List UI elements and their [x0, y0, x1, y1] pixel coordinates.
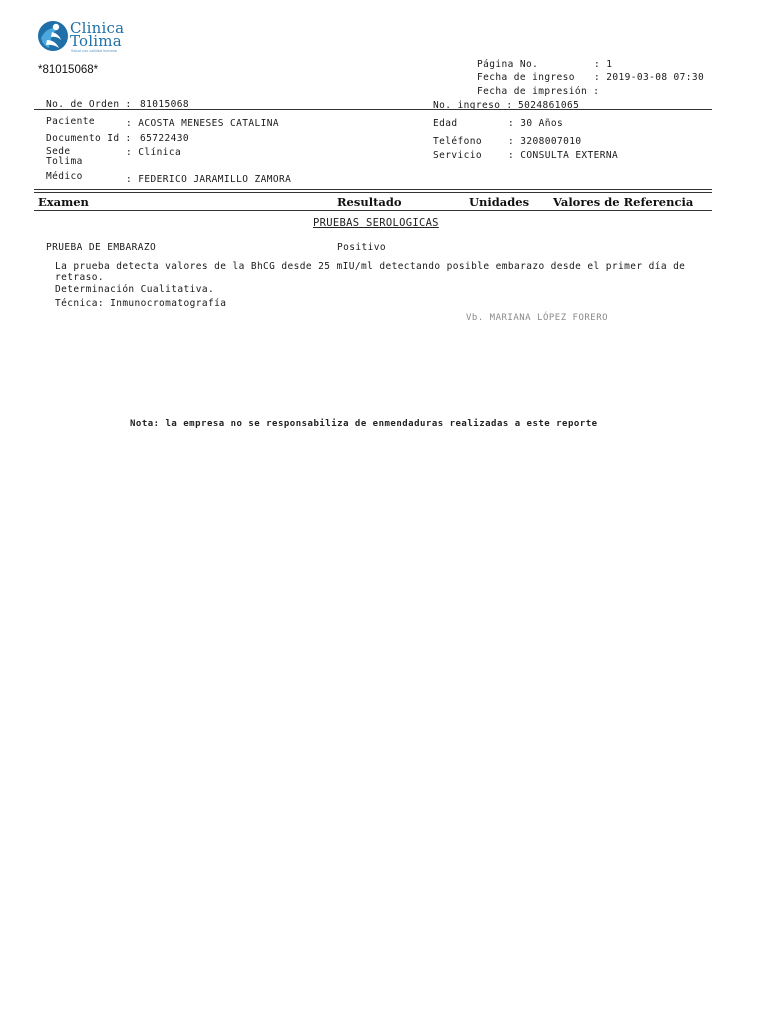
logo-tagline: Salud con calidad humana — [71, 49, 118, 53]
paciente-label: Paciente — [46, 116, 95, 127]
disclaimer-note: Nota: la empresa no se responsabiliza de enmendaduras realizadas a este reporte — [130, 419, 598, 429]
medico-label: Médico — [46, 171, 83, 182]
header-examen: Examen — [38, 195, 89, 209]
test-technique: Técnica: Inmunocromatografía — [55, 298, 227, 309]
table-top-line-1 — [34, 189, 712, 190]
header-referencia: Valores de Referencia — [553, 195, 694, 209]
table-header-bottom-line — [34, 210, 712, 211]
edad-value: : 30 Años — [508, 118, 564, 129]
orden-value: 81015068 — [140, 99, 189, 110]
section-title: PRUEBAS SEROLOGICAS — [313, 217, 439, 229]
paciente-value: : ACOSTA MENESES CATALINA — [126, 118, 279, 129]
medico-value: : FEDERICO JARAMILLO ZAMORA — [126, 174, 292, 185]
pagina-label: Página No. — [477, 59, 539, 70]
pagina-value: : 1 — [594, 59, 613, 70]
telefono-value: : 3208007010 — [508, 136, 582, 147]
logo-text-line2: Tolima — [70, 32, 122, 50]
sede-value: : Clínica — [126, 147, 182, 158]
clinic-logo — [37, 16, 127, 56]
ingreso-value: 5024861065 — [518, 100, 580, 111]
barcode-text: *81015068* — [38, 64, 99, 76]
test-name: PRUEBA DE EMBARAZO — [46, 242, 157, 253]
documento-value: 65722430 — [140, 133, 189, 144]
fecha-ingreso-value: : 2019-03-08 07:30 — [594, 72, 705, 83]
clinic-logo-icon — [37, 18, 69, 54]
test-result: Positivo — [337, 242, 386, 253]
orden-label: No. de Orden : — [46, 99, 132, 110]
documento-label: Documento Id : — [46, 133, 132, 144]
edad-label: Edad — [433, 118, 458, 129]
header-resultado: Resultado — [337, 195, 402, 209]
servicio-label: Servicio — [433, 150, 482, 161]
sede-label-line2: Tolima — [46, 156, 83, 167]
table-top-line-2 — [34, 192, 712, 193]
test-description-line2: retraso. — [55, 272, 104, 283]
telefono-label: Teléfono — [433, 136, 482, 147]
header-unidades: Unidades — [469, 195, 530, 209]
test-determination: Determinación Cualitativa. — [55, 284, 215, 295]
logo-text-line1: Clinica — [70, 19, 125, 37]
servicio-value: : CONSULTA EXTERNA — [508, 150, 619, 161]
divider-line — [34, 109, 712, 110]
signature-text: Vb. MARIANA LÓPEZ FORERO — [466, 313, 609, 323]
test-description-line1: La prueba detecta valores de la BhCG desde 25 mIU/ml detectando posible embarazo desde el primer día de — [55, 261, 686, 272]
fecha-impresion-label: Fecha de impresión : — [477, 86, 600, 97]
fecha-ingreso-label: Fecha de ingreso — [477, 72, 575, 83]
sede-label-line1: Sede — [46, 146, 71, 157]
ingreso-label: No. ingreso : — [433, 100, 513, 111]
